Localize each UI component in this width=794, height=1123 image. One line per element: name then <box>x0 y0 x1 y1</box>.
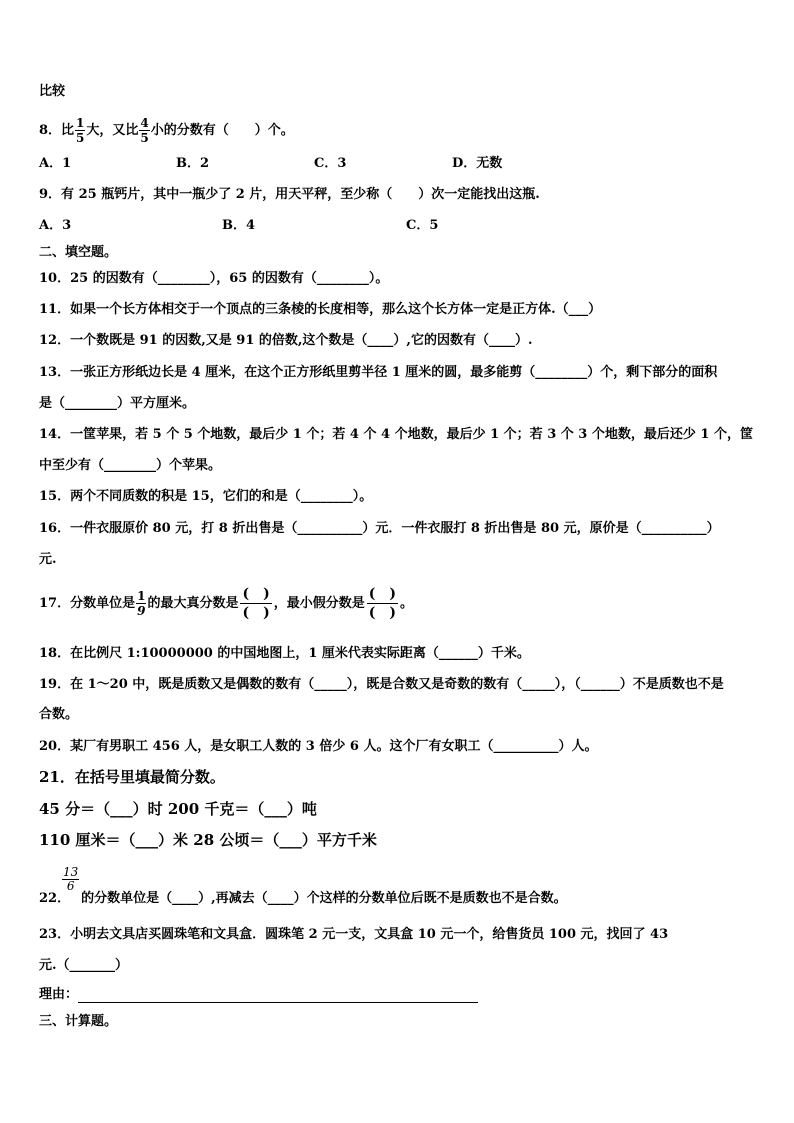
q9-option-c: C．5 <box>406 218 439 233</box>
section-calc: 三、计算题。 <box>39 1014 118 1029</box>
q8-frac2-num: 4 <box>140 116 149 130</box>
question-14-line-2: 中至少有（________）个苹果。 <box>39 458 222 473</box>
q17-blank1-num: ( ) <box>242 586 270 602</box>
q17-blank1-den: ( ) <box>242 605 270 621</box>
q8-option-b: B．2 <box>176 156 210 171</box>
q9-option-b: B．4 <box>222 218 256 233</box>
q8-frac1-den: 5 <box>76 131 85 145</box>
question-20: 20．某厂有男职工 456 人，是女职工人数的 3 倍少 6 人。这个厂有女职工（__________）人。 <box>39 739 598 754</box>
q8-frac1-num: 1 <box>76 116 85 130</box>
q8-suffix: 小的分数有（ ）个。 <box>150 123 294 138</box>
question-19-line-2: 合数。 <box>39 707 79 722</box>
q22-frac-num: 13 <box>63 865 79 879</box>
question-11: 11．如果一个长方体相交于一个顶点的三条棱的长度相等，那么这个长方体一定是正方体.（___） <box>39 302 602 317</box>
q8-mid: 大，又比 <box>86 123 139 138</box>
question-21-row-1: 45 分＝（___）时 200 千克＝（___）吨 <box>39 800 317 818</box>
q17-suffix: 。 <box>399 596 413 611</box>
question-10: 10．25 的因数有（________），65 的因数有（________）。 <box>39 271 389 286</box>
q9-option-a: A．3 <box>39 218 72 233</box>
question-15: 15．两个不同质数的积是 15，它们的和是（________）。 <box>39 489 373 504</box>
q17-blank-fraction-1 <box>240 585 271 622</box>
question-17 <box>39 584 413 624</box>
q17-blank2-num: ( ) <box>368 586 396 602</box>
q17-mid: 的最大真分数是 <box>147 596 239 611</box>
question-18: 18．在比例尺 1:10000000 的中国地图上，1 厘米代表实际距离（______）千米。 <box>39 646 530 661</box>
question-21-row-2: 110 厘米＝（___）米 28 公顷＝（___）平方千米 <box>39 831 377 849</box>
q17-blank2-den: ( ) <box>368 605 396 621</box>
section-fill: 二、填空题。 <box>39 245 118 260</box>
q17-prefix: 17．分数单位是 <box>39 596 136 611</box>
q8-prefix: 8．比 <box>39 123 75 138</box>
q8-fraction-2 <box>139 116 149 145</box>
q17-blank-fraction-2 <box>367 585 398 622</box>
q23-reason-answer-line[interactable] <box>78 1002 478 1003</box>
q8-fraction-1 <box>75 116 85 145</box>
q22-frac-den: 6 <box>66 879 75 893</box>
q17-unit-fraction <box>136 589 146 618</box>
question-12: 12．一个数既是 91 的因数,又是 91 的倍数,这个数是（____）,它的因数有（____）. <box>39 333 533 348</box>
q8-frac2-den: 5 <box>140 131 149 145</box>
section-compare: 比较 <box>39 84 66 99</box>
q17-mid2: ，最小假分数是 <box>273 596 365 611</box>
q8-option-d: D．无数 <box>452 156 503 171</box>
question-14-line-1: 14．一筐苹果，若 5 个 5 个地数，最后少 1 个；若 4 个 4 个地数，最后少 1 个；若 3 个 3 个地数，最后还少 1 个，筐 <box>39 427 753 442</box>
question-22: 22． 的分数单位是（____）,再减去（____）个这样的分数单位后既不是质数也不是合数。 <box>39 891 567 906</box>
q17-unit-den: 9 <box>137 604 146 618</box>
q17-unit-num: 1 <box>137 589 146 603</box>
q8-option-a: A．1 <box>39 156 72 171</box>
question-23-reason-label: 理由： <box>39 987 79 1002</box>
question-13-line-1: 13．一张正方形纸边长是 4 厘米，在这个正方形纸里剪半径 1 厘米的圆，最多能剪（________）个，剩下部分的面积 <box>39 365 718 380</box>
question-23-line-2: 元.（_______） <box>39 958 129 973</box>
q8-option-c: C．3 <box>314 156 347 171</box>
question-8 <box>39 116 294 145</box>
q22-fraction <box>62 866 79 893</box>
question-19-line-1: 19．在 1～20 中，既是质数又是偶数的数有（_____），既是合数又是奇数的数有（_____），（______）不是质数也不是 <box>39 677 724 692</box>
question-23-line-1: 23．小明去文具店买圆珠笔和文具盒．圆珠笔 2 元一支，文具盒 10 元一个，给售货员 100 元，找回了 43 <box>39 927 669 942</box>
question-9: 9．有 25 瓶钙片，其中一瓶少了 2 片，用天平秤，至少称（ ）次一定能找出这瓶. <box>39 187 540 202</box>
question-21-title: 21．在括号里填最简分数。 <box>39 768 225 786</box>
question-16-line-1: 16．一件衣服原价 80 元，打 8 折出售是（__________）元．一件衣服打 8 折出售是 80 元，原价是（__________） <box>39 521 720 536</box>
question-16-line-2: 元. <box>39 552 57 567</box>
question-13-line-2: 是（________）平方厘米。 <box>39 396 196 411</box>
